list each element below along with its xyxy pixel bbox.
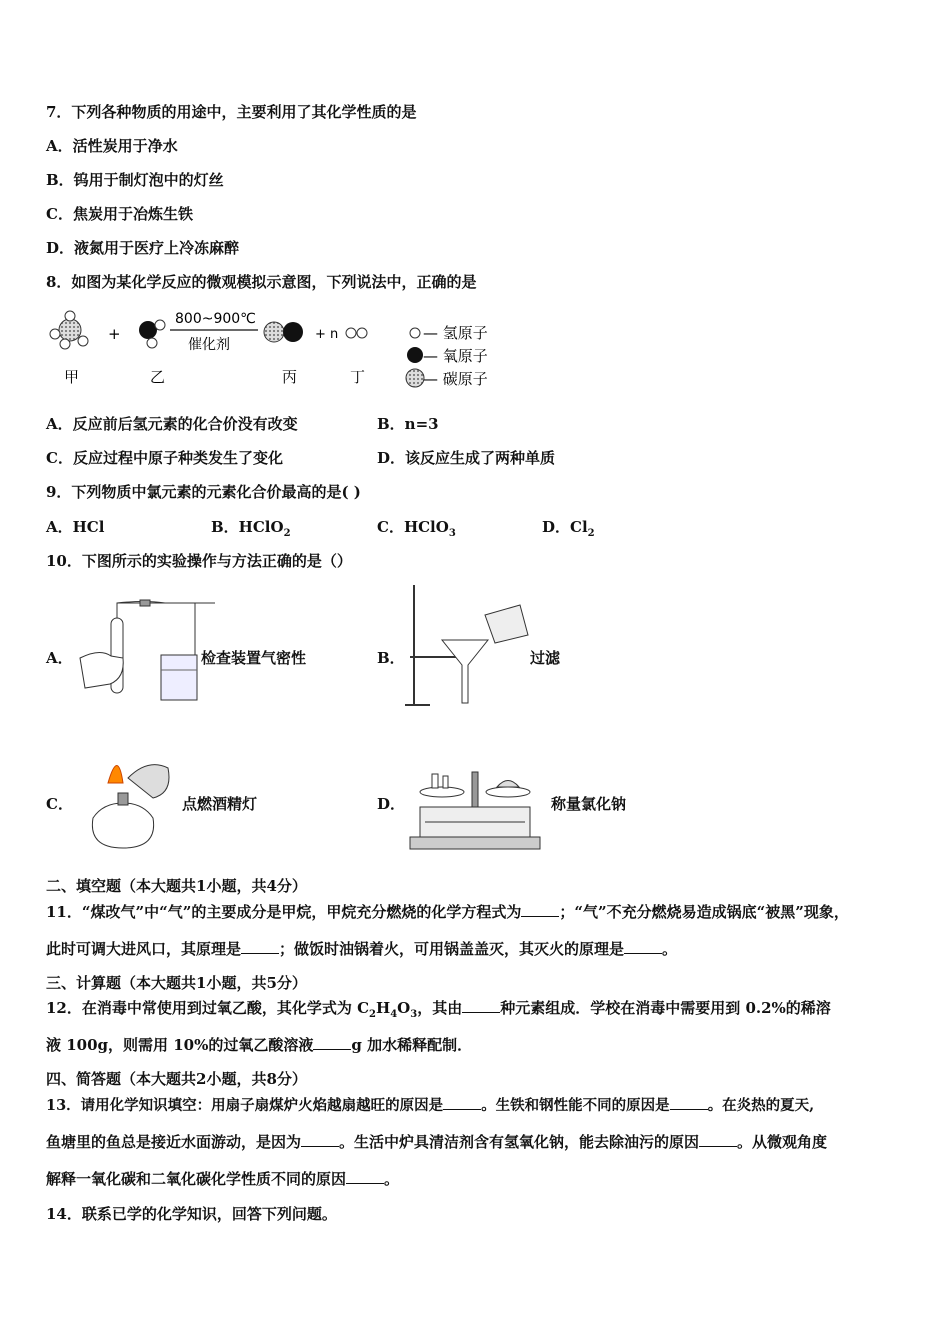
q9-option-c: C．HClO$_3$	[377, 518, 456, 539]
q10-option-d-text: 称量氯化钠	[551, 795, 627, 813]
q9-option-d: D．$Cl_2$	[542, 518, 595, 539]
molecule-bing	[264, 322, 303, 342]
q13-line-1: 13．请用化学知识填空：用扇子扇煤炉火焰越扇越旺的原因是 。生铁和钢性能不同的原因是 。在炎热的夏天,	[46, 1097, 815, 1114]
airtightness-check-figure	[75, 598, 200, 708]
legend	[406, 324, 488, 388]
q7-option-d: D．液氮用于医疗上冷冻麻醉	[46, 239, 240, 257]
q10-option-c-text: 点燃酒精灯	[182, 795, 258, 813]
plus-n: + n	[315, 327, 339, 342]
q7-stem: 7．下列各种物质的用途中，主要利用了其化学性质的是	[46, 103, 417, 121]
q11-blank-1[interactable]	[521, 902, 559, 917]
section-2-heading: 二、填空题（本大题共1小题，共4分）	[46, 877, 307, 895]
q13-blank-2[interactable]	[670, 1095, 708, 1110]
q13-blank-5[interactable]	[346, 1169, 384, 1184]
q10-option-b-letter: B．	[377, 649, 405, 667]
molecule-jia	[50, 311, 88, 349]
q10-stem: 10．下图所示的实验操作与方法正确的是（）	[46, 552, 352, 570]
q8-option-a: A．反应前后氢元素的化合价没有改变	[46, 415, 298, 433]
q9-option-a: A．HCl	[46, 518, 105, 536]
q8-option-b: B．n=3	[377, 415, 439, 433]
section-4-heading: 四、简答题（本大题共2小题，共8分）	[46, 1070, 307, 1088]
label-yi: 乙	[150, 368, 166, 386]
q9-option-b: B．HClO$_2$	[211, 518, 291, 539]
q12-blank-2[interactable]	[313, 1035, 351, 1050]
plus-sign-1: +	[108, 325, 121, 343]
molecule-yi	[139, 320, 165, 348]
reaction-catalyst: 催化剂	[188, 337, 230, 353]
legend-carbon: — 碳原子	[423, 370, 488, 388]
reaction-temperature: 800~900℃	[175, 311, 256, 327]
q8-option-d: D．该反应生成了两种单质	[377, 449, 556, 467]
q13-blank-4[interactable]	[699, 1132, 737, 1147]
legend-hydrogen: — 氢原子	[423, 324, 488, 342]
q10-option-c-letter: C．	[46, 795, 73, 813]
q12-line-1: 12．在消毒中常使用到过氧乙酸，其化学式为 $C_2H_4O_3$，其由 种元素组成．学校在消毒中需要用到 0.2%的稀溶	[46, 999, 831, 1020]
q7-option-a: A．活性炭用于净水	[46, 137, 178, 155]
q9-stem: 9．下列物质中氯元素的元素化合价最高的是( )	[46, 483, 361, 501]
section-3-heading: 三、计算题（本大题共1小题，共5分）	[46, 974, 307, 992]
q7-option-b: B．钨用于制灯泡中的灯丝	[46, 171, 224, 189]
q13-blank-3[interactable]	[301, 1132, 339, 1147]
q10-option-a-letter: A．	[46, 649, 73, 667]
legend-oxygen: — 氧原子	[423, 347, 488, 365]
q7-option-c: C．焦炭用于冶炼生铁	[46, 205, 193, 223]
q10-option-d-letter: D．	[377, 795, 406, 813]
q11-blank-3[interactable]	[624, 939, 662, 954]
q13-line-2: 鱼塘里的鱼总是接近水面游动，是因为 。生活中炉具清洁剂含有氢氧化钠，能去除油污的原因 。从微观角度	[46, 1133, 828, 1151]
molecule-ding	[346, 328, 367, 338]
q13-line-3: 解释一氧化碳和二氧化碳化学性质不同的原因 。	[46, 1170, 400, 1188]
q12-blank-1[interactable]	[462, 998, 500, 1013]
q14-stem: 14．联系已学的化学知识，回答下列问题。	[46, 1205, 337, 1223]
label-ding: 丁	[350, 368, 366, 386]
alcohol-lamp-figure	[78, 748, 178, 853]
q12-line-2: 液 100g，则需用 10%的过氧乙酸溶液 g 加水稀释配制．	[46, 1036, 473, 1054]
q13-blank-1[interactable]	[443, 1095, 481, 1110]
q10-option-b-text: 过滤	[530, 649, 561, 667]
label-jia: 甲	[64, 368, 80, 386]
q8-stem: 8．如图为某化学反应的微观模拟示意图，下列说法中，正确的是	[46, 273, 477, 291]
reaction-diagram	[40, 305, 520, 395]
q8-option-c: C．反应过程中原子种类发生了变化	[46, 449, 283, 467]
q11-line-2: 此时可调大进风口，其原理是 ；做饭时油锅着火，可用锅盖盖灭，其灭火的原理是 。	[46, 940, 678, 958]
q11-blank-2[interactable]	[241, 939, 279, 954]
filtration-figure	[400, 585, 530, 710]
label-bing: 丙	[282, 368, 298, 386]
q10-option-a-text: 检查装置气密性	[201, 649, 307, 667]
balance-figure	[405, 762, 545, 852]
q11-line-1: 11．“煤改气”中“气”的主要成分是甲烷，甲烷充分燃烧的化学方程式为 ；“气”不充分燃烧易造成锅底“被黑”现象，	[46, 903, 849, 921]
